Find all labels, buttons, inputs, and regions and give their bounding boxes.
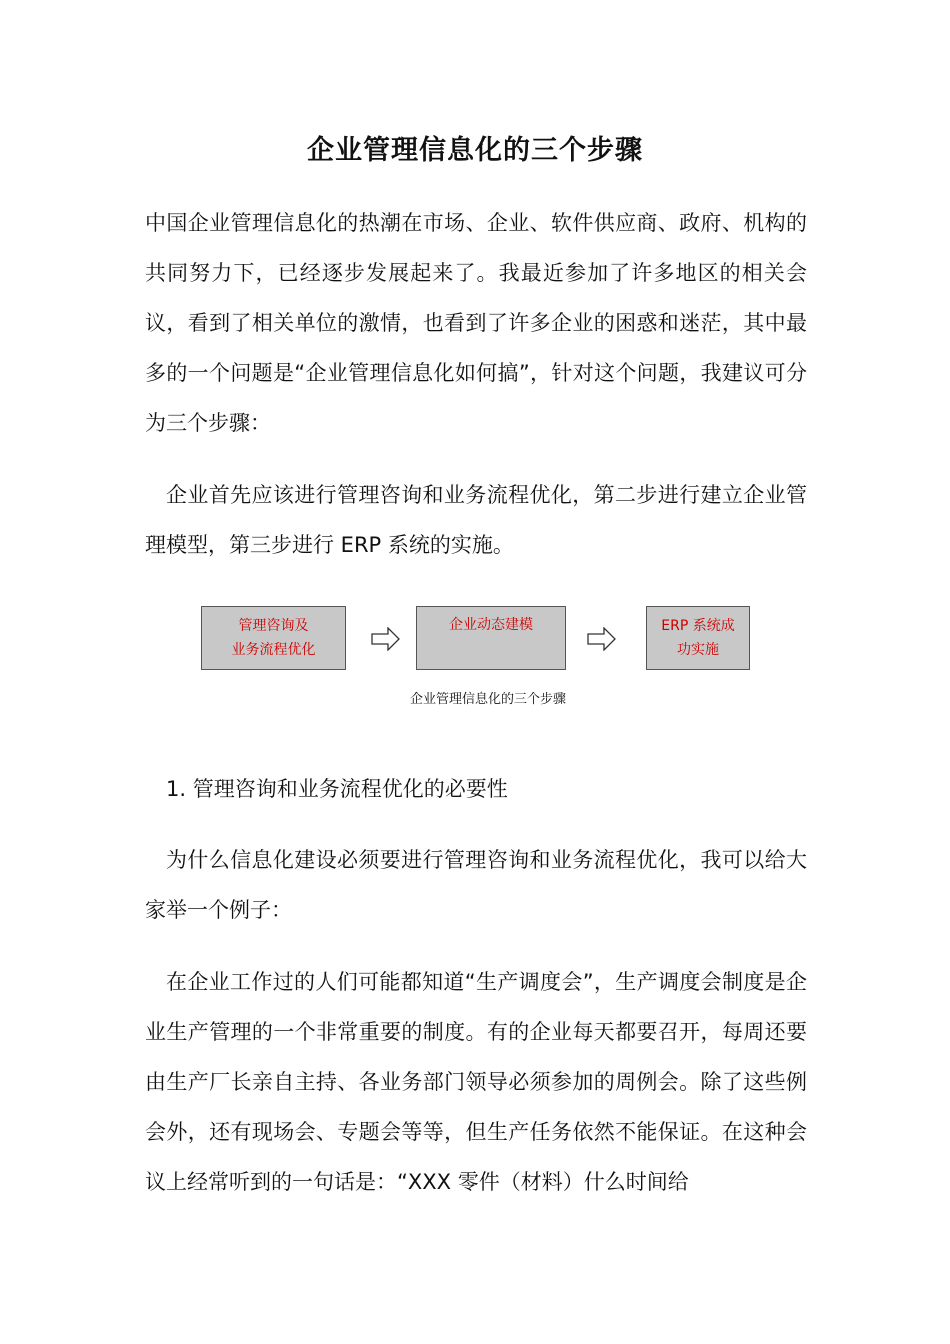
right-arrow-icon	[371, 627, 401, 651]
document-title: 企业管理信息化的三个步骤	[307, 135, 643, 166]
right-arrow-icon	[587, 627, 617, 651]
paragraph-steps: 企业首先应该进行管理咨询和业务流程优化，第二步进行建立企业管理模型，第三步进行 ERP 系统的实施。	[145, 483, 807, 557]
flow-step-modeling-label: 企业动态建模	[449, 617, 533, 633]
figure-caption: 企业管理信息化的三个步骤	[409, 692, 566, 707]
flow-step-erp-line2: 功实施	[677, 642, 719, 658]
flow-step-erp	[646, 606, 750, 670]
flow-step-modeling	[416, 606, 566, 670]
paragraph-example: 在企业工作过的人们可能都知道“生产调度会”，生产调度会制度是企业生产管理的一个非常重要的制度。有的企业每天都要召开，每周还要由生产厂长亲自主持、各业务部门领导必须参加的周例会。除了这些例会外，还有现场会、专题会等等，但生产任务依然不能保证。在这种会议上经常听到的一句话是：“XXX 零件（材料）什么时间给	[145, 970, 807, 1194]
flow-step-consulting-line1: 管理咨询及	[238, 618, 309, 634]
flow-step-erp-line1: ERP 系统成	[661, 618, 735, 634]
paragraph-why: 为什么信息化建设必须要进行管理咨询和业务流程优化，我可以给大家举一个例子：	[145, 848, 807, 922]
flow-step-consulting	[201, 606, 346, 670]
flow-step-consulting-line2: 业务流程优化	[231, 642, 316, 658]
section-heading: 1. 管理咨询和业务流程优化的必要性	[166, 777, 508, 801]
paragraph-intro: 中国企业管理信息化的热潮在市场、企业、软件供应商、政府、机构的共同努力下，已经逐步发展起来了。我最近参加了许多地区的相关会议，看到了相关单位的激情，也看到了许多企业的困惑和迷茫，其中最多的一个问题是“企业管理信息化如何搞”，针对这个问题，我建议可分为三个步骤：	[145, 211, 807, 435]
